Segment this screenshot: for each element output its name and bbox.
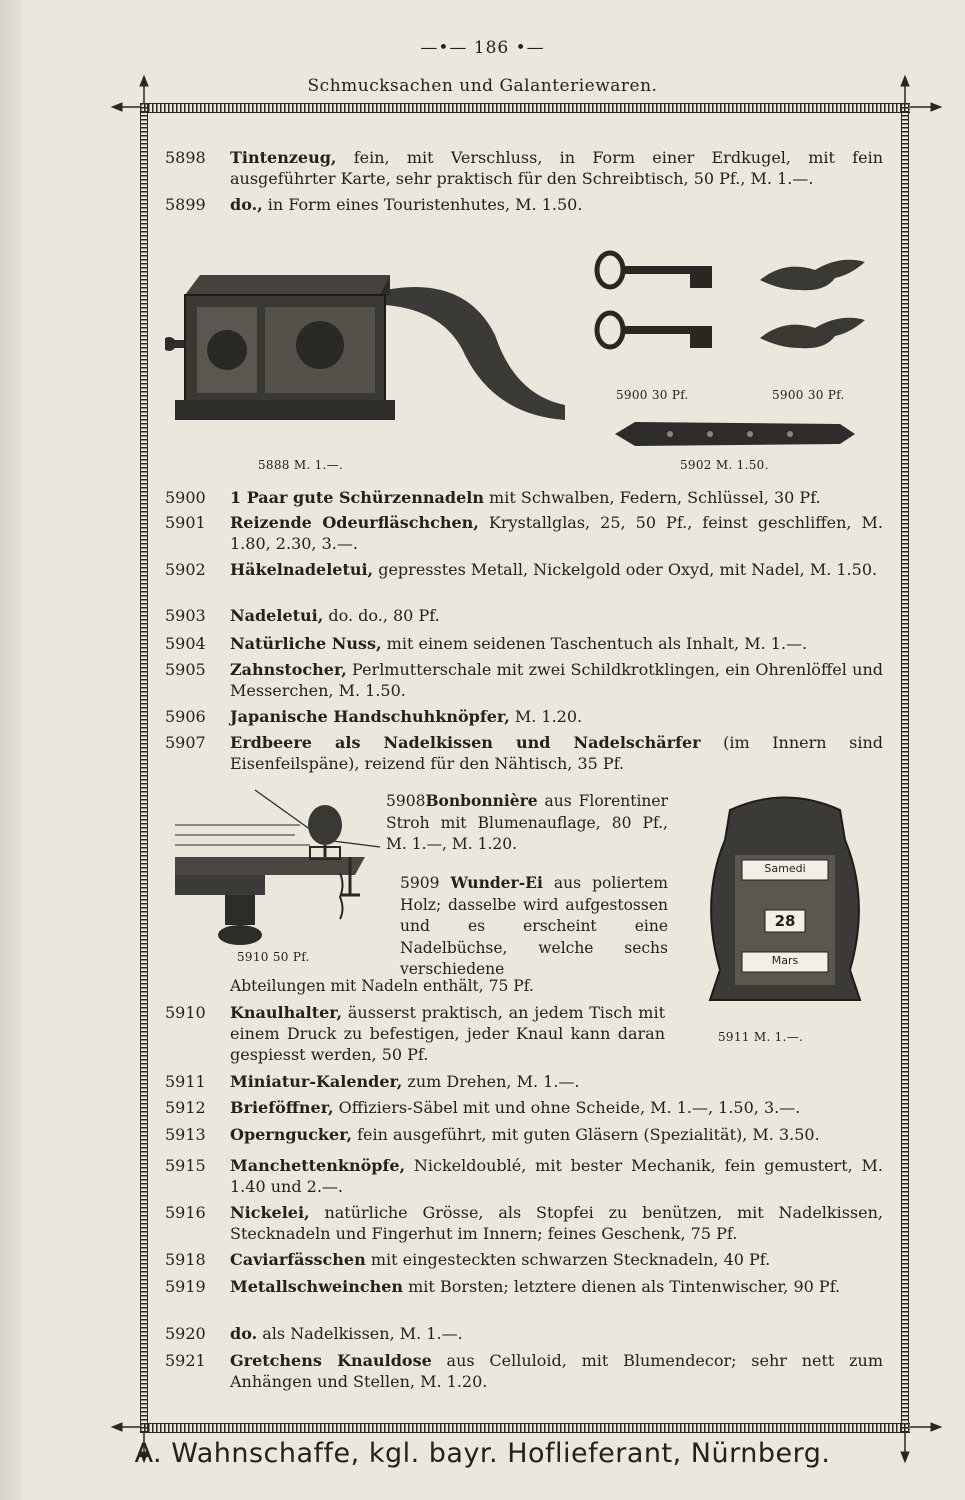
entry-5903: 5903 Nadeletui, do. do., 80 Pf. xyxy=(165,606,440,625)
key-icon xyxy=(590,248,740,358)
needle-case-icon xyxy=(610,414,860,454)
entry-5918: 5918 Caviarfässchen mit eingesteckten schwarzen Stecknadeln, 40 Pf. xyxy=(165,1250,771,1269)
calendar-date: 28 xyxy=(774,912,796,930)
entry-5902: 5902 Häkelnadeletui, gepresstes Metall, Nickelgold oder Oxyd, mit Nadel, M. 1.50. xyxy=(165,560,878,579)
entry-5905: 5905 Zahnstocher, Perlmutterschale mit zwei Schildkrotklingen, ein Ohrenlöffel und Messerchen, M. 1.50. xyxy=(165,660,883,700)
caption-5910: 5910 50 Pf. xyxy=(237,950,310,964)
entry-5915: 5915 Manchettenknöpfe, Nickeldoublé, mit bester Mechanik, fein gemustert, M. 1.40 und 2.—. xyxy=(165,1156,883,1196)
music-box-illustration xyxy=(165,245,585,445)
footer-imprint: A. Wahnschaffe, kgl. bayr. Hoflieferant, Nürnberg. xyxy=(134,1438,831,1469)
entry-5920: 5920 do. als Nadelkissen, M. 1.—. xyxy=(165,1324,463,1343)
page-number: —•— 186 •— xyxy=(420,38,545,58)
entry-5908: 5908Bonbonnière aus Florentiner Stroh mit Blumenauflage, 80 Pf., M. 1.—, M. 1.20. xyxy=(386,791,668,853)
caption-5911: 5911 M. 1.—. xyxy=(718,1030,804,1044)
caption-5900-swallows: 5900 30 Pf. xyxy=(772,388,845,402)
entry-5919: 5919 Metallschweinchen mit Borsten; letztere dienen als Tintenwischer, 90 Pf. xyxy=(165,1277,841,1296)
entry-5907: 5907 Erdbeere als Nadelkissen und Nadelschärfer (im Innern sind Eisenfeilspäne), reizend für den Nähtisch, 35 Pf. xyxy=(165,733,883,773)
swallow-brooch-icon xyxy=(755,250,875,360)
entry-5912: 5912 Brieföffner, Offiziers-Säbel mit und ohne Scheide, M. 1.—, 1.50, 3.—. xyxy=(165,1098,801,1117)
caption-5888: 5888 M. 1.—. xyxy=(258,458,344,472)
calendar-month-label: Mars xyxy=(771,954,799,967)
entry-5900: 5900 1 Paar gute Schürzennadeln mit Schwalben, Federn, Schlüssel, 30 Pf. xyxy=(165,488,821,507)
entry-5916: 5916 Nickelei, natürliche Grösse, als Stopfei zu benützen, mit Nadelkissen, Stecknadeln und Fingerhut im Innern; feines Geschenk, 75 Pf. xyxy=(165,1203,883,1243)
entry-5911: 5911 Miniatur-Kalender, zum Drehen, M. 1.—. xyxy=(165,1072,580,1091)
entry-5899: 5899 do., in Form eines Touristenhutes, M. 1.50. xyxy=(165,195,583,214)
entry-5910: 5910 Knaulhalter, äusserst praktisch, an jedem Tisch mit einem Druck zu befestigen, jeder Knaul kann daran gespiesst werden, 50 Pf. xyxy=(165,1003,665,1064)
yarn-holder-illustration xyxy=(175,785,385,955)
caption-5900-keys: 5900 30 Pf. xyxy=(616,388,689,402)
entry-5909-continuation: Abteilungen mit Nadeln enthält, 75 Pf. xyxy=(230,977,534,995)
running-head: Schmucksachen und Galanteriewaren. xyxy=(307,76,658,96)
calendar-weekday: Samedi xyxy=(764,862,806,875)
entry-5898: 5898 Tintenzeug, fein, mit Verschluss, in Form einer Erdkugel, mit fein ausgeführter Karte, sehr praktisch für den Schreibtisch, 50 Pf., M. 1.—. xyxy=(165,148,883,188)
entry-5901: 5901 Reizende Odeurfläschchen, Krystallglas, 25, 50 Pf., feinst geschliffen, M. 1.80, 2.30, 3.—. xyxy=(165,513,884,553)
entry-5921: 5921 Gretchens Knauldose aus Celluloid, mit Blumendecor; sehr nett zum Anhängen und Stellen, M. 1.20. xyxy=(165,1351,883,1391)
caption-5902: 5902 M. 1.50. xyxy=(680,458,769,472)
calendar-illustration xyxy=(690,790,880,1010)
entry-5904: 5904 Natürliche Nuss, mit einem seidenen Taschentuch als Inhalt, M. 1.—. xyxy=(165,634,808,653)
entry-5906: 5906 Japanische Handschuhknöpfer, M. 1.20. xyxy=(165,707,583,726)
entry-5909: 5909 Wunder-Ei aus poliertem Holz; dasselbe wird aufgestossen und es erscheint eine Nadelbüchse, welche sechs verschiedene xyxy=(400,873,668,978)
entry-5913: 5913 Operngucker, fein ausgeführt, mit guten Gläsern (Spezialität), M. 3.50. xyxy=(165,1125,820,1144)
